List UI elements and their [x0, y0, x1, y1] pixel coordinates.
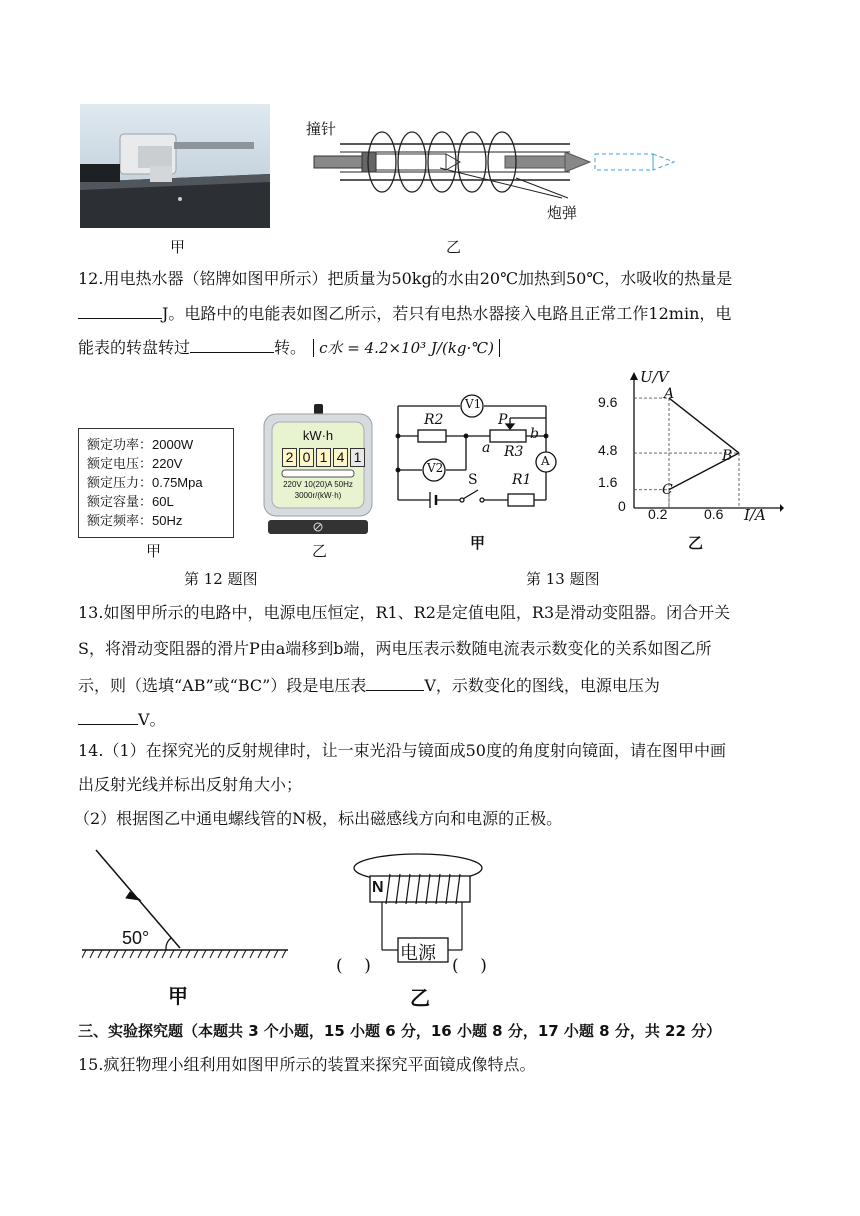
angle-label: 50°	[122, 928, 150, 948]
circuit-label: 甲	[470, 534, 486, 552]
fig13-caption: 第 13 题图	[526, 570, 600, 588]
meter-digit: 4	[333, 448, 348, 467]
graph-xtick: 0.6	[704, 506, 724, 522]
meter-digit: 0	[299, 448, 314, 467]
q13-line3-start: 示，则（选填“AB”或“BC”）段是电压表	[78, 676, 367, 695]
graph-point-b: B	[722, 448, 733, 464]
q12-line2-text: J。电路中的电能表如图乙所示，若只有电热水器接入电路且正常工作12min，电	[162, 304, 732, 323]
v2-label: V2	[427, 461, 444, 475]
nameplate-box	[78, 428, 234, 538]
q13-line2: S，将滑动变阻器的滑片P由a端移到b端，两电压表示数随电流表示数变化的关系如图乙所	[78, 639, 712, 658]
solenoid-figure	[334, 846, 514, 980]
meter-digit: 2	[282, 448, 297, 467]
paren-left[interactable]: ( )	[336, 956, 371, 976]
meter-spec2: 3000r/(kW·h)	[294, 491, 342, 500]
solenoid-label: 乙	[410, 986, 430, 1010]
p-label: P	[498, 412, 508, 428]
railgun-diagram-label: 乙	[446, 238, 462, 256]
nameplate-label: 甲	[146, 542, 162, 560]
reflection-figure	[82, 846, 292, 966]
graph-label: 乙	[688, 534, 704, 552]
nameplate-row: 额定压力：0.75Mpa	[87, 475, 203, 490]
ui-graph	[598, 368, 784, 532]
q12-line3-mid: 转。	[274, 338, 307, 357]
q12-line3	[78, 336, 500, 359]
q13-voltage-blank[interactable]	[78, 708, 138, 725]
fig12-caption: 第 12 题图	[184, 570, 258, 588]
q12-formula: c水 = 4.2×10³ J/(kg·℃)	[313, 339, 500, 357]
graph-ylabel: U/V	[640, 368, 669, 386]
meter-digit: 1	[350, 448, 365, 467]
circuit-diagram	[394, 392, 564, 510]
graph-ytick: 9.6	[598, 394, 618, 410]
graph-origin: 0	[618, 498, 626, 514]
q12-heat-blank[interactable]	[78, 302, 162, 319]
q13-line4-end: V。	[138, 710, 166, 729]
railgun-photo-label: 甲	[170, 238, 186, 256]
graph-point-a: A	[664, 386, 675, 402]
graph-point-c: C	[662, 482, 673, 498]
meter-unit: kW·h	[302, 428, 334, 443]
graph-ytick: 1.6	[598, 474, 618, 490]
nameplate-row: 额定电压：220V	[87, 456, 183, 471]
q13-voltmeter-blank[interactable]	[366, 674, 424, 691]
q12-line1: 12.用电热水器（铭牌如图甲所示）把质量为50kg的水由20℃加热到50℃，水吸收的热量是	[78, 269, 733, 288]
graph-xlabel: I/A	[744, 506, 766, 524]
striker-label: 撞针	[306, 120, 337, 138]
a-end-label: a	[482, 440, 491, 456]
graph-xtick: 0.2	[648, 506, 668, 522]
v1-label: V1	[465, 397, 482, 411]
switch-label: S	[468, 472, 478, 488]
paren-right[interactable]: ( )	[452, 956, 487, 976]
graph-ytick: 4.8	[598, 442, 618, 458]
r3-label: R3	[504, 444, 524, 460]
railgun-diagram	[300, 116, 690, 226]
q14-line3: （2）根据图乙中通电螺线管的N极，标出磁感线方向和电源的正极。	[74, 809, 563, 828]
nameplate-row: 额定容量：60L	[87, 494, 174, 509]
q13-line4	[78, 708, 166, 731]
q13-line1: 13.如图甲所示的电路中，电源电压恒定，R1、R2是定值电阻，R3是滑动变阻器。闭合开关	[78, 603, 731, 622]
meter-label: 乙	[312, 542, 328, 560]
meter-spec1: 220V 10(20)A 50Hz	[283, 480, 353, 489]
q12-turns-blank[interactable]	[190, 336, 274, 353]
energy-meter	[262, 404, 374, 538]
q12-line2	[78, 302, 731, 325]
power-source-label: 电源	[400, 943, 436, 964]
q13-line3-end: V，示数变化的图线，电源电压为	[424, 676, 660, 695]
graph-series-line-0	[669, 398, 739, 453]
railgun-photo	[80, 104, 270, 228]
q12-line3-start: 能表的转盘转过	[78, 338, 191, 357]
nameplate-row: 额定频率：50Hz	[87, 513, 183, 528]
shell-label: 炮弹	[547, 204, 578, 222]
q14-line2: 出反射光线并标出反射角大小；	[78, 775, 303, 794]
q15-line1: 15.疯狂物理小组利用如图甲所示的装置来探究平面镜成像特点。	[78, 1055, 536, 1074]
n-pole-label: N	[372, 879, 384, 896]
reflection-label: 甲	[168, 984, 188, 1008]
q13-line3	[78, 674, 660, 697]
b-end-label: b	[530, 426, 539, 442]
q14-line1: 14.（1）在探究光的反射规律时，让一束光沿与镜面成50度的角度射向镜面，请在图甲中画	[78, 741, 726, 760]
section3-title: 三、实验探究题（本题共 3 个小题，15 小题 6 分，16 小题 8 分，17 小题 8 分，共 22 分）	[78, 1022, 722, 1040]
meter-digits	[282, 448, 365, 467]
r1-label: R1	[512, 472, 532, 488]
nameplate-row: 额定功率：2000W	[87, 437, 194, 452]
ammeter-label: A	[541, 454, 550, 468]
meter-digit: 1	[316, 448, 331, 467]
r2-label: R2	[424, 412, 444, 428]
